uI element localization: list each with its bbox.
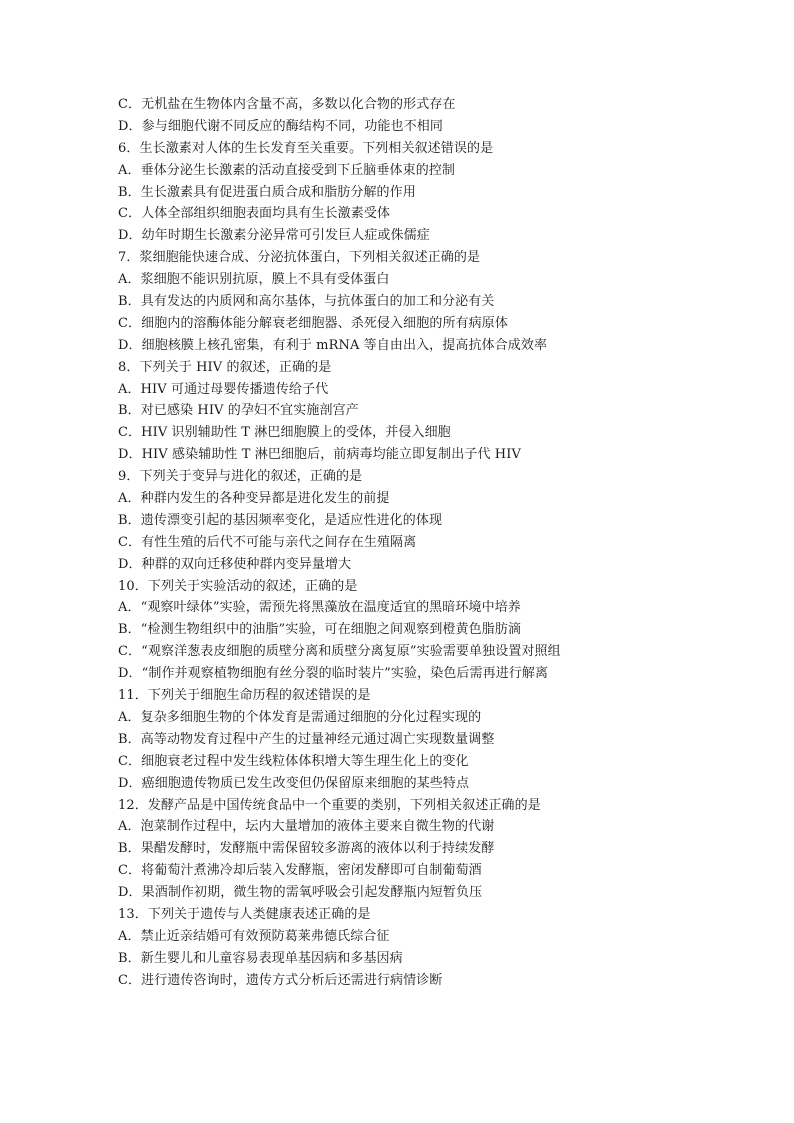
option-line: A．“观察叶绿体”实验，需预先将黑藻放在温度适宜的黑暗环境中培养 [118, 600, 521, 616]
option-line: B．生长激素具有促进蛋白质合成和脂肪分解的作用 [118, 184, 416, 200]
question-stem-6: 6．生长激素对人体的生长发育至关重要。下列相关叙述错误的是 [118, 140, 494, 156]
option-line: B．“检测生物组织中的油脂”实验，可在细胞之间观察到橙黄色脂肪滴 [118, 622, 522, 638]
option-line: A．垂体分泌生长激素的活动直接受到下丘脑垂体束的控制 [118, 162, 455, 178]
option-line: C．“观察洋葱表皮细胞的质壁分离和质壁分离复原”实验需要单独设置对照组 [118, 644, 561, 660]
option-line: C．有性生殖的后代不可能与亲代之间存在生殖隔离 [118, 534, 417, 550]
option-line: D．参与细胞代谢不同反应的酶结构不同，功能也不相同 [118, 118, 443, 134]
option-line: C．将葡萄汁煮沸冷却后装入发酵瓶，密闭发酵即可自制葡萄酒 [118, 863, 482, 879]
option-line: D．幼年时期生长激素分泌异常可引发巨人症或侏儒症 [118, 228, 430, 244]
question-stem-7: 7．浆细胞能快速合成、分泌抗体蛋白，下列相关叙述正确的是 [118, 250, 481, 266]
question-text-block [118, 94, 758, 992]
option-line: A．种群内发生的各种变异都是进化发生的前提 [118, 491, 390, 507]
option-line: D．细胞核膜上核孔密集，有利于 mRNA 等自由出入，提高抗体合成效率 [118, 337, 548, 353]
question-stem-13: 13．下列关于遗传与人类健康表述正确的是 [118, 906, 371, 922]
option-line: B．果醋发酵时，发酵瓶中需保留较多游离的液体以利于持续发酵 [118, 841, 495, 857]
option-line: C．进行遗传咨询时，遗传方式分析后还需进行病情诊断 [118, 972, 443, 988]
option-line: A．复杂多细胞生物的个体发育是需通过细胞的分化过程实现的 [118, 709, 482, 725]
option-line: A．HIV 可通过母婴传播遗传给子代 [118, 381, 329, 397]
option-line: B．对已感染 HIV 的孕妇不宜实施剖宫产 [118, 403, 359, 419]
option-line: B．具有发达的内质网和高尔基体，与抗体蛋白的加工和分泌有关 [118, 294, 495, 310]
option-line: B．高等动物发育过程中产生的过量神经元通过凋亡实现数量调整 [118, 731, 495, 747]
option-line: B．遗传漂变引起的基因频率变化，是适应性进化的体现 [118, 512, 443, 528]
option-line: A．浆细胞不能识别抗原，膜上不具有受体蛋白 [118, 272, 390, 288]
option-line: D．“制作并观察植物细胞有丝分裂的临时装片”实验，染色后需再进行解离 [118, 666, 549, 682]
option-line: D．癌细胞遗传物质已发生改变但仍保留原来细胞的某些特点 [118, 775, 470, 791]
option-line: D．HIV 感染辅助性 T 淋巴细胞后，前病毒均能立即复制出子代 HIV [118, 447, 521, 463]
question-stem-9: 9．下列关于变异与进化的叙述，正确的是 [118, 469, 363, 485]
question-stem-12: 12．发酵产品是中国传统食品中一个重要的类别，下列相关叙述正确的是 [118, 797, 541, 813]
option-line: C．无机盐在生物体内含量不高，多数以化合物的形式存在 [118, 97, 456, 112]
option-line: C．人体全部组织细胞表面均具有生长激素受体 [118, 206, 391, 222]
option-line: B．新生婴儿和儿童容易表现单基因病和多基因病 [118, 950, 403, 966]
option-line: A．泡菜制作过程中，坛内大量增加的液体主要来自微生物的代谢 [118, 819, 495, 835]
option-line: D．种群的双向迁移使种群内变异量增大 [118, 556, 352, 572]
option-line: C．HIV 识别辅助性 T 淋巴细胞膜上的受体，并侵入细胞 [118, 425, 451, 441]
question-stem-10: 10．下列关于实验活动的叙述，正确的是 [118, 578, 358, 594]
question-stem-8: 8．下列关于 HIV 的叙述，正确的是 [118, 359, 332, 375]
option-line: C．细胞衰老过程中发生线粒体体积增大等生理生化上的变化 [118, 753, 469, 769]
option-line: C．细胞内的溶酶体能分解衰老细胞器、杀死侵入细胞的所有病原体 [118, 315, 508, 331]
option-line: D．果酒制作初期，微生物的需氧呼吸会引起发酵瓶内短暂负压 [118, 885, 483, 901]
option-line: A．禁止近亲结婚可有效预防葛莱弗德氏综合征 [118, 928, 390, 944]
question-stem-11: 11．下列关于细胞生命历程的叙述错误的是 [118, 688, 371, 704]
